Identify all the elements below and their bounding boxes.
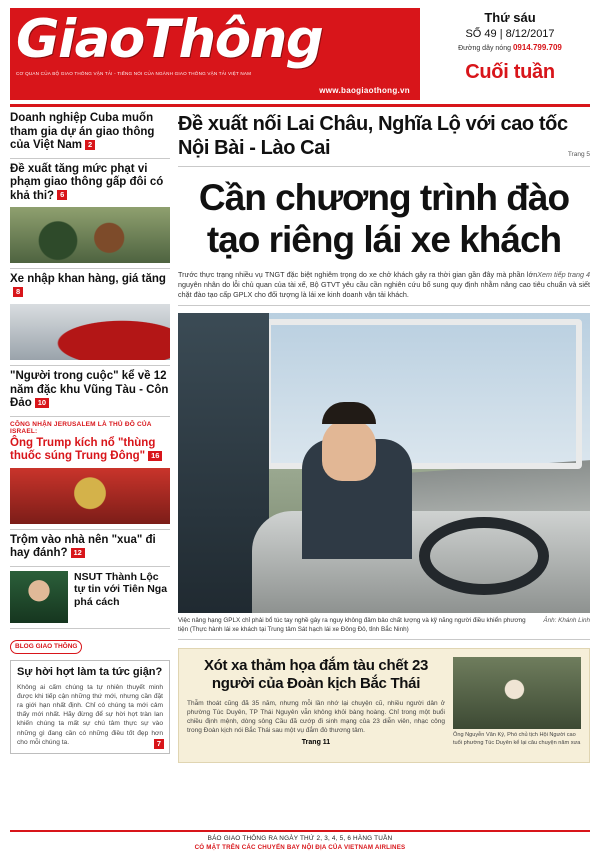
list-item[interactable]	[10, 366, 170, 417]
page-badge: 7	[154, 739, 164, 749]
top-story[interactable]	[178, 112, 590, 167]
main-lede	[178, 270, 590, 306]
bottom-story-headline: Xót xa thảm họa đắm tàu chết 23 người của Đoàn kịch Bắc Thái	[203, 657, 429, 693]
photo-driver-head	[322, 419, 376, 481]
page-body	[10, 112, 590, 852]
masthead-logo[interactable]	[10, 8, 420, 100]
newspaper-title: GiaoThông	[16, 9, 323, 70]
headline: Ông Trump kích nổ "thùng thuốc súng Trung Đông" 16	[10, 437, 170, 464]
headline: "Người trong cuộc" kể về 12 năm đặc khu Vũng Tàu - Côn Đảo 10	[10, 370, 169, 409]
page-badge: 12	[71, 548, 85, 558]
newspaper-subline: CƠ QUAN CỦA BỘ GIAO THÔNG VẬN TẢI - TIẾNG NÓI CỦA NGÀNH GIAO THÔNG VẬN TẢI VIỆT NAM	[16, 71, 252, 76]
right-column	[178, 112, 590, 852]
top-story-headline: Đề xuất nối Lai Châu, Nghĩa Lộ với cao tốc Nội Bài - Lào Cai	[178, 113, 568, 159]
blog-title: Sự hời hợt làm ta tức giận?	[17, 665, 163, 678]
list-item[interactable]	[10, 567, 170, 629]
middle-east-protest-photo	[10, 468, 170, 524]
hotline	[430, 43, 590, 52]
issue-day: Thứ sáu	[484, 10, 536, 25]
page-badge: 10	[35, 398, 49, 408]
blog-card[interactable]	[10, 660, 170, 754]
main-photo	[178, 313, 590, 613]
lede-text: Trước thực trạng nhiều vụ TNGT đặc biệt nghiêm trọng do xe chở khách gây ra thời gian gần đây mà phần lớn nguyên nhân do lỗi chủ quan của tài xế, Bộ GTVT yêu cầu cần nghiên cứu bổ sung quy định nhằm nâng cao tiêu chuẩn và siết chặt đào tạo cấp GPLX cho đối tượng là lái xe kinh doanh vận tải khách.	[178, 270, 590, 299]
headline: NSUT Thành Lộc tự tin với Tiên Nga phá cách	[74, 570, 168, 608]
interview-photo-caption: Ông Nguyễn Văn Ký, Phó chủ tịch Hội Người cao tuổi phường Túc Duyên kể lại câu chuyện năm xưa	[453, 732, 581, 746]
bottom-story[interactable]	[178, 648, 590, 763]
hotline-number: 0914.799.709	[512, 43, 562, 52]
main-photo-caption	[178, 613, 590, 640]
bottom-story-media	[453, 657, 581, 754]
red-car-photo	[10, 304, 170, 360]
headline: Trộm vào nhà nên "xua" đi hay đánh? 12	[10, 533, 156, 559]
page-badge: 6	[57, 190, 67, 200]
caption-text: Việc nâng hạng GPLX chỉ phải bổ túc tay nghề gây ra nguy không đảm bảo chất lượng và kỹ năng người điều khiển phương tiện (Thực hành lái xe khách tại Trung tâm Sát hạch lái xe Đông Đô, tỉnh Bắc Ninh)	[178, 617, 526, 633]
blog-section	[10, 635, 170, 754]
footer-divider	[10, 830, 590, 832]
headline: Xe nhập khan hàng, giá tăng8	[10, 273, 166, 297]
headline: Doanh nghiệp Cuba muốn tham gia dự án giao thông của Việt Nam 2	[10, 112, 155, 151]
blog-body: Không ai cấm chúng ta tự nhiên thuyết minh được khi tiếp cận những thứ mới, nhưng cần đặt ra giới hạn nhất định. Chỉ có chúng ta mới cảm thấy mới nhất. Hãy đừng để sự hời hợt tràn lan khiến chúng ta mất sự chú tâm thực sự vào những gì đang cần có những điều tốt đẹp hơn cho mỗi chúng ta.	[17, 683, 163, 746]
portrait-photo	[10, 571, 68, 623]
interview-photo	[453, 657, 581, 729]
bottom-story-body: Thẫm thoát cũng đã 35 năm, nhưng mỗi lần nhớ lại chuyện cũ, nhiều người dân ở phường Túc Duyên, TP Thái Nguyên vẫn không khỏi bàng hoàng. Chỉ trong một buổi chiều định mệnh, dòng sông Cầu đã cướp đi sinh mạng của 23 diễn viên, nhạc công trong Đoàn kịch nói Bắc Thái sau một vụ đắm đò thương tâm.	[187, 700, 445, 735]
motorbike-traffic-photo	[10, 207, 170, 263]
list-item[interactable]	[10, 417, 170, 530]
list-item[interactable]	[10, 112, 170, 159]
headline: Đề xuất tăng mức phạt vi phạm giao thông gấp đôi có khả thi? 6	[10, 162, 164, 202]
page-badge: 2	[85, 140, 95, 150]
edition-label: Cuối tuần	[465, 61, 555, 83]
photo-steering-wheel	[419, 517, 549, 595]
footer-distribution: CÓ MẶT TRÊN CÁC CHUYẾN BAY NỘI ĐỊA CỦA VIETNAM AIRLINES	[194, 844, 406, 851]
masthead	[10, 8, 590, 100]
masthead-info	[420, 8, 590, 100]
blog-badge: BLOG GIAO THÔNG	[10, 640, 82, 654]
left-column	[10, 112, 170, 852]
page-badge: 8	[13, 287, 23, 297]
kicker: CÔNG NHẬN JERUSALEM LÀ THỦ ĐÔ CỦA ISRAEL:	[10, 420, 152, 435]
list-item[interactable]	[10, 159, 170, 270]
page-badge: 16	[148, 451, 162, 461]
bottom-story-text	[187, 657, 445, 754]
page-footer	[10, 830, 590, 851]
list-item[interactable]	[10, 269, 170, 366]
bottom-story-page: Trang 11	[301, 739, 331, 747]
list-item[interactable]	[10, 530, 170, 567]
hotline-label: Đường dây nóng	[458, 45, 511, 52]
issue-number: SỐ 49 | 8/12/2017	[465, 28, 555, 40]
photo-credit: Ảnh: Khánh Linh	[543, 617, 590, 624]
newspaper-website[interactable]: www.baogiaothong.vn	[319, 86, 410, 95]
footer-schedule: BÁO GIAO THÔNG RA NGÀY THỨ 2, 3, 4, 5, 6 HÀNG TUẦN	[207, 835, 393, 842]
masthead-divider	[10, 104, 590, 107]
top-story-page: Trang 5	[567, 151, 590, 158]
read-more-link[interactable]: Xem tiếp trang 4	[537, 270, 590, 279]
main-headline[interactable]: Cần chương trình đào tạo riêng lái xe khách	[198, 177, 570, 260]
